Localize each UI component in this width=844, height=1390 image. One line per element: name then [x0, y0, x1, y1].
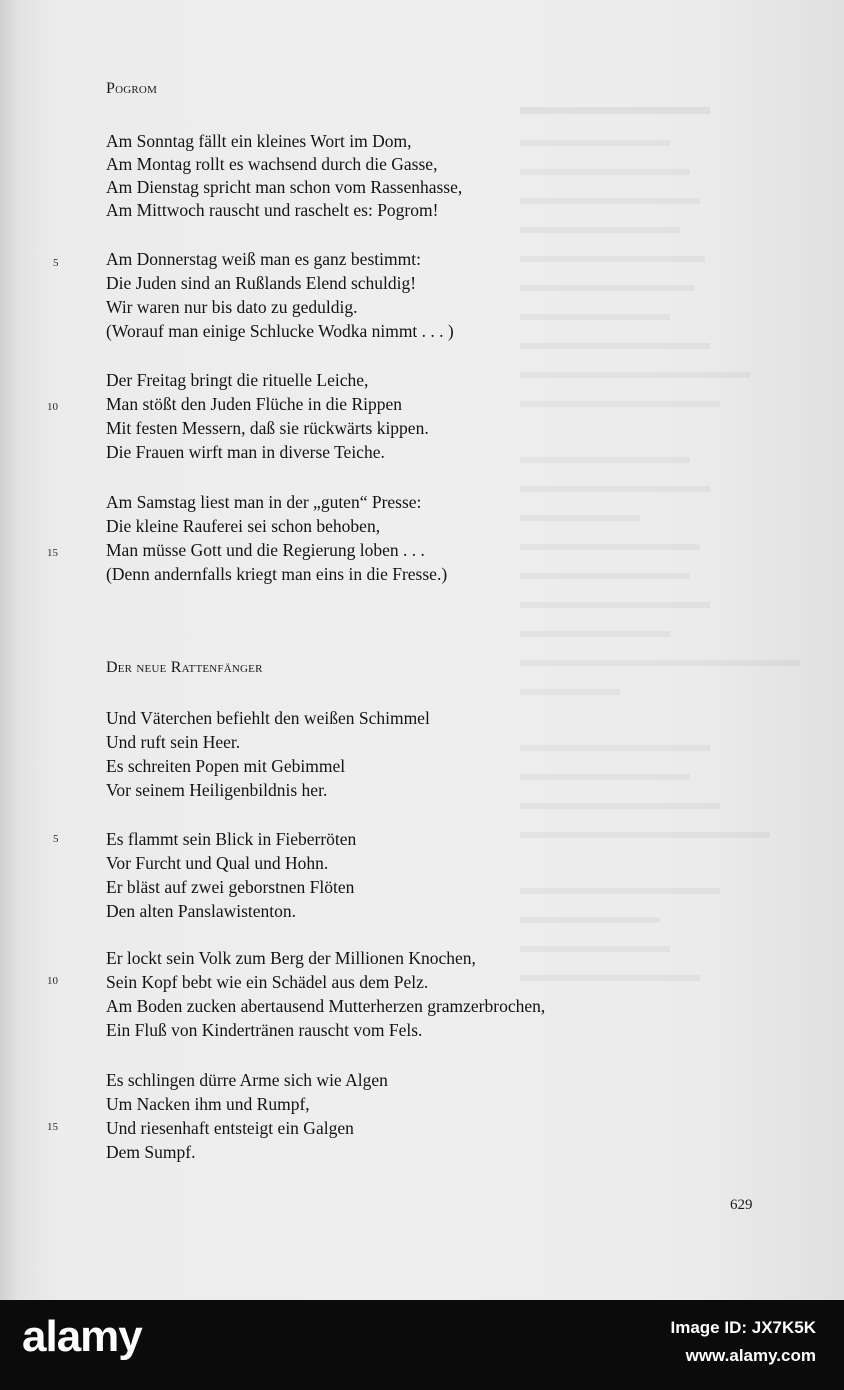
poem2-line-8: Den alten Panslawistenton.	[106, 901, 297, 921]
poem2-line-5: Es flammt sein Blick in Fieberröten	[106, 829, 357, 849]
poem1-line-number-15: 15	[47, 547, 58, 559]
poem-title-text: Der neue Rattenfänger	[106, 659, 263, 676]
poem2-line-6: Vor Furcht und Qual und Hohn.	[106, 853, 329, 873]
poem2-line-11: Am Boden zucken abertausend Mutterherzen gramzerbrochen,	[106, 996, 546, 1016]
poem1-line-12: Die Frauen wirft man in diverse Teiche.	[106, 442, 385, 462]
poem-title-text: Pogrom	[106, 80, 158, 97]
poem1-line-6: Die Juden sind an Rußlands Elend schuldig!	[106, 273, 417, 293]
poem1-line-10: Man stößt den Juden Flüche in die Rippen	[106, 394, 403, 414]
poem2-line-15: Und riesenhaft entsteigt ein Galgen	[106, 1118, 354, 1138]
poem2-line-12: Ein Fluß von Kindertränen rauscht vom Fels.	[106, 1020, 423, 1040]
poem1-line-4: Am Mittwoch rauscht und raschelt es: Pogrom!	[106, 200, 439, 220]
poem1-line-13: Am Samstag liest man in der „guten“ Presse:	[106, 492, 422, 512]
poem1-line-15: Man müsse Gott und die Regierung loben . . .	[106, 540, 425, 560]
poem1-line-number-10: 10	[47, 401, 58, 413]
poem2-line-7: Er bläst auf zwei geborstnen Flöten	[106, 877, 355, 897]
poem2-line-4: Vor seinem Heiligenbildnis her.	[106, 780, 328, 800]
poem1-line-8: (Worauf man einige Schlucke Wodka nimmt . . . )	[106, 321, 454, 341]
poem2-line-13: Es schlingen dürre Arme sich wie Algen	[106, 1070, 388, 1090]
poem2-line-3: Es schreiten Popen mit Gebimmel	[106, 756, 346, 776]
poem2-line-2: Und ruft sein Heer.	[106, 732, 241, 752]
page-number: 629	[730, 1197, 753, 1213]
alamy-logo: alamy	[22, 1312, 142, 1361]
poem1-line-5: Am Donnerstag weiß man es ganz bestimmt:	[106, 249, 421, 269]
poem1-line-7: Wir waren nur bis dato zu geduldig.	[106, 297, 358, 317]
poem2-line-number-5: 5	[53, 833, 59, 845]
poem1-line-2: Am Montag rollt es wachsend durch die Gasse,	[106, 154, 438, 174]
website-url: www.alamy.com	[685, 1346, 816, 1365]
poem2-line-number-10: 10	[47, 975, 58, 987]
poem2-line-14: Um Nacken ihm und Rumpf,	[106, 1094, 310, 1114]
poem1-line-16: (Denn andernfalls kriegt man eins in die Fresse.)	[106, 564, 448, 584]
image-id-label: Image ID: JX7K5K	[670, 1318, 816, 1337]
poem1-line-3: Am Dienstag spricht man schon vom Rassenhasse,	[106, 177, 463, 197]
poem2-line-1: Und Väterchen befiehlt den weißen Schimmel	[106, 708, 430, 728]
poem1-line-1: Am Sonntag fällt ein kleines Wort im Dom,	[106, 131, 412, 151]
poem-title-pogrom	[106, 80, 157, 98]
poem-title-rattenfaenger	[106, 659, 263, 677]
poem2-line-16: Dem Sumpf.	[106, 1142, 196, 1162]
poem1-line-11: Mit festen Messern, daß sie rückwärts kippen.	[106, 418, 429, 438]
bleed-through-texture	[520, 84, 840, 984]
poem2-line-10: Sein Kopf bebt wie ein Schädel aus dem Pelz.	[106, 972, 429, 992]
poem2-line-9: Er lockt sein Volk zum Berg der Millionen Knochen,	[106, 948, 476, 968]
poem1-line-9: Der Freitag bringt die rituelle Leiche,	[106, 370, 369, 390]
poem1-line-14: Die kleine Rauferei sei schon behoben,	[106, 516, 381, 536]
poem2-line-number-15: 15	[47, 1121, 58, 1133]
poem1-line-number-5: 5	[53, 257, 59, 269]
